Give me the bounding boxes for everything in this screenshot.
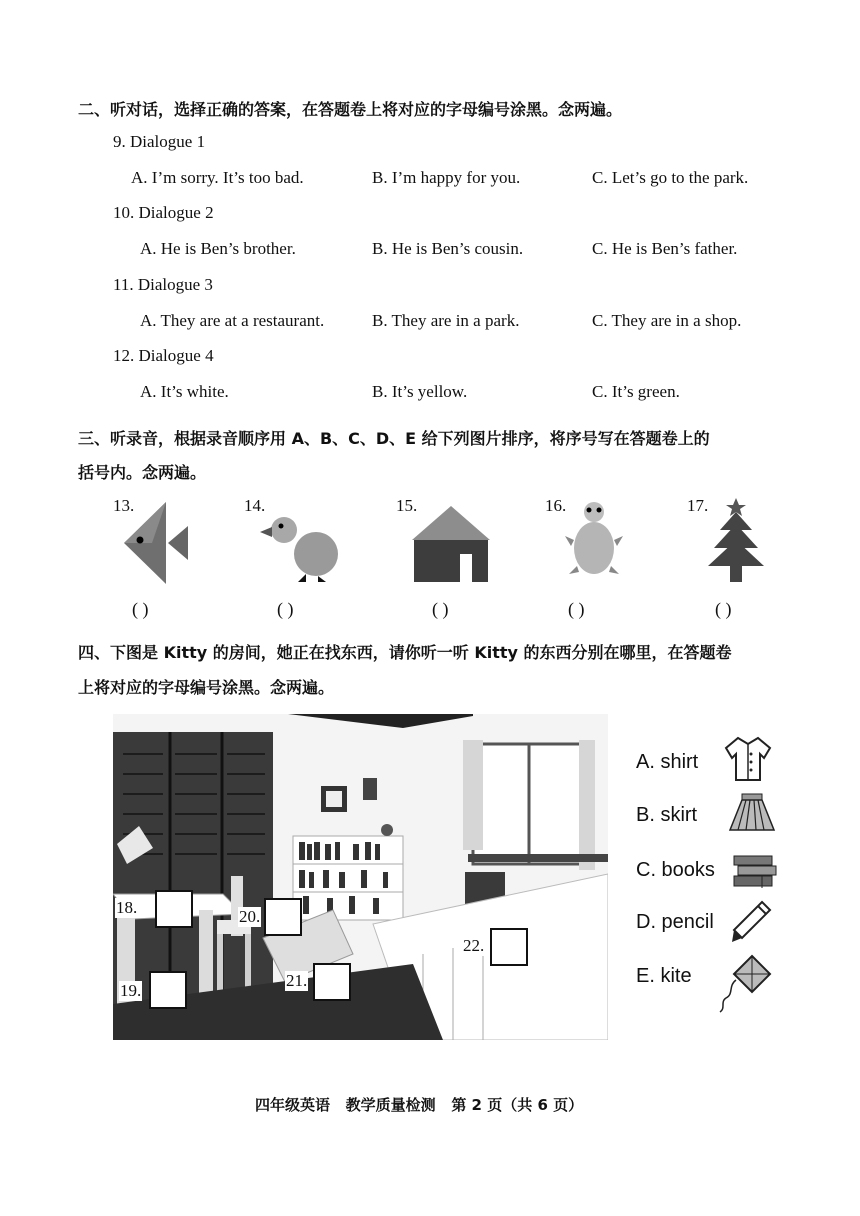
- room-label-20: 20.: [239, 907, 261, 926]
- section3-heading-line1: 三、听录音，根据录音顺序用 A、B、C、D、E 给下列图片排序，将序号写在答题卷上的: [78, 429, 710, 448]
- question-12-label: 12. Dialogue 4: [113, 346, 214, 365]
- picture-13-answer-paren[interactable]: ( ): [132, 599, 149, 619]
- section4-heading-line2: 上将对应的字母编号涂黑。念两遍。: [78, 678, 335, 697]
- q10-option-b: B. He is Ben’s cousin.: [372, 239, 524, 258]
- legend-books-label: C. books: [636, 859, 715, 881]
- kite-icon: [716, 954, 774, 1016]
- pencil-icon: [730, 900, 772, 944]
- room-answer-box-19[interactable]: [149, 971, 187, 1009]
- room-illustration: [113, 714, 608, 1040]
- q12-option-c: C. It’s green.: [592, 382, 680, 401]
- books-icon: [732, 854, 778, 890]
- picture-16-answer-paren[interactable]: ( ): [568, 599, 585, 619]
- legend-shirt-label: A. shirt: [636, 751, 699, 773]
- chick-icon: [258, 510, 342, 590]
- room-answer-box-22[interactable]: [490, 928, 528, 966]
- legend-pencil-label: D. pencil: [636, 911, 714, 933]
- q11-option-c: C. They are in a shop.: [592, 311, 742, 330]
- q11-option-a: A. They are at a restaurant.: [140, 311, 325, 330]
- room-answer-box-20[interactable]: [264, 898, 302, 936]
- q12-option-b: B. It’s yellow.: [372, 382, 468, 401]
- shirt-icon: [722, 734, 774, 784]
- picture-13-number: 13.: [113, 496, 135, 515]
- picture-17-answer-paren[interactable]: ( ): [715, 599, 732, 619]
- room-label-19: 19.: [120, 981, 142, 1000]
- q9-option-a: A. I’m sorry. It’s too bad.: [131, 168, 304, 187]
- section2-heading: 二、听对话，选择正确的答案，在答题卷上将对应的字母编号涂黑。念两遍。: [78, 100, 623, 119]
- room-label-18: 18.: [116, 898, 138, 917]
- room-label-21: 21.: [286, 971, 308, 990]
- page-footer: 四年级英语 教学质量检测 第 2 页（共 6 页）: [255, 1096, 584, 1114]
- legend-kite-label: E. kite: [636, 965, 692, 987]
- picture-14-number: 14.: [244, 496, 266, 515]
- picture-17-number: 17.: [687, 496, 709, 515]
- picture-16-number: 16.: [545, 496, 567, 515]
- q10-option-c: C. He is Ben’s father.: [592, 239, 738, 258]
- q12-option-a: A. It’s white.: [140, 382, 229, 401]
- room-answer-box-18[interactable]: [155, 890, 193, 928]
- picture-15-number: 15.: [396, 496, 418, 515]
- section3-heading-line2: 括号内。念两遍。: [78, 463, 207, 482]
- room-label-22: 22.: [463, 936, 485, 955]
- q9-option-b: B. I’m happy for you.: [372, 168, 521, 187]
- q11-option-b: B. They are in a park.: [372, 311, 520, 330]
- question-10-label: 10. Dialogue 2: [113, 203, 214, 222]
- skirt-icon: [728, 792, 776, 834]
- house-icon: [410, 504, 492, 584]
- q10-option-a: A. He is Ben’s brother.: [140, 239, 296, 258]
- room-answer-box-21[interactable]: [313, 963, 351, 1001]
- picture-14-answer-paren[interactable]: ( ): [277, 599, 294, 619]
- picture-15-answer-paren[interactable]: ( ): [432, 599, 449, 619]
- turtle-icon: [563, 500, 625, 584]
- section4-heading-line1: 四、下图是 Kitty 的房间，她正在找东西，请你听一听 Kitty 的东西分别在哪里，在答题卷: [78, 643, 732, 662]
- q9-option-c: C. Let’s go to the park.: [592, 168, 749, 187]
- question-9-label: 9. Dialogue 1: [113, 132, 206, 151]
- question-11-label: 11. Dialogue 3: [113, 275, 213, 294]
- tree-icon: [704, 498, 768, 584]
- fish-icon: [120, 500, 192, 586]
- legend-skirt-label: B. skirt: [636, 804, 698, 826]
